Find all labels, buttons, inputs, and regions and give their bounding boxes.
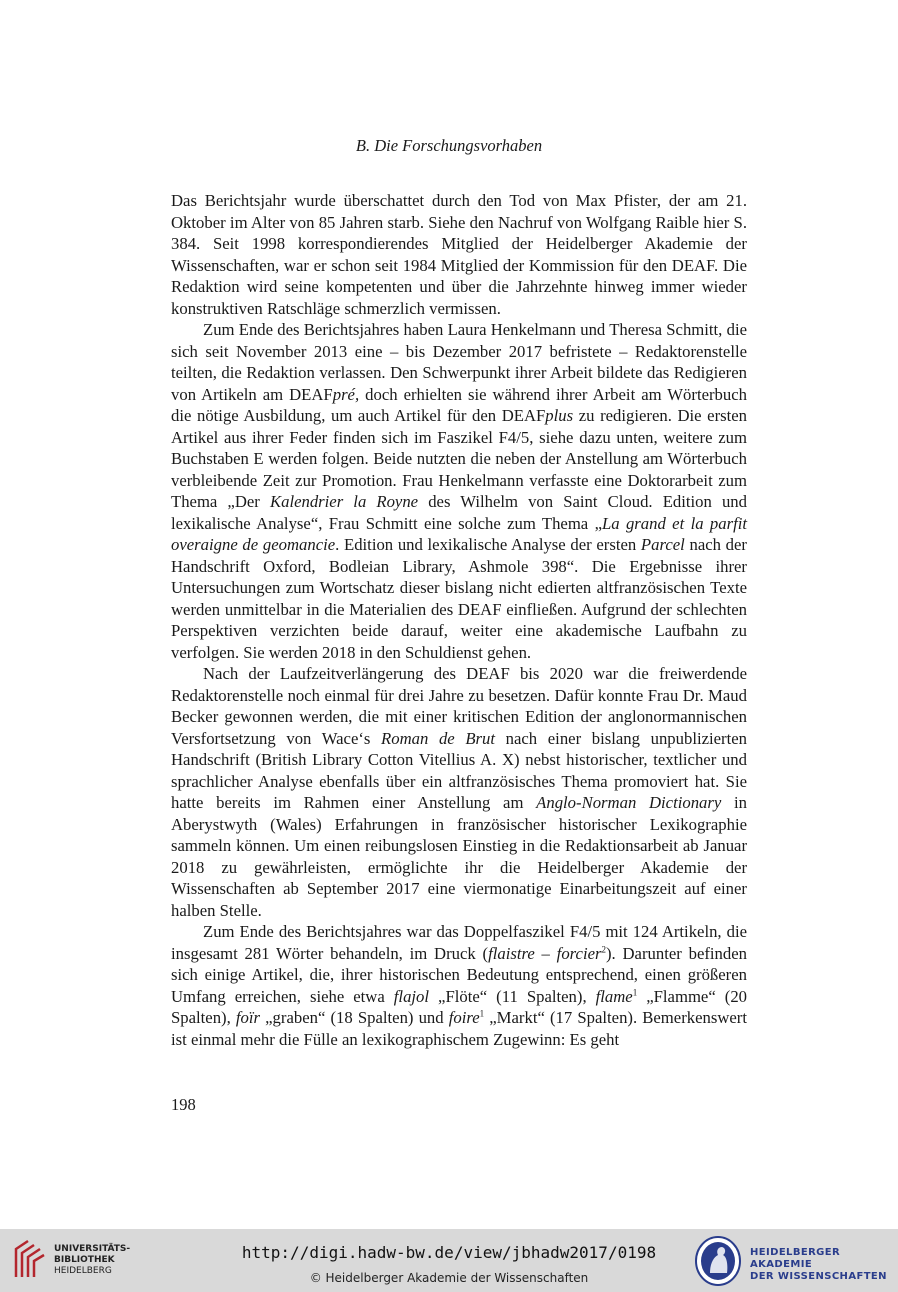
text-run: Zum Ende des Berichtsjahres war das Doppelfaszikel F4/5 mit 124 Artikeln, die insgesamt 281 Wörter behandeln, im Druck ( — [171, 922, 747, 963]
italic-term: Parcel — [640, 535, 685, 554]
paragraph — [171, 319, 747, 663]
text-run: Nach der Laufzeitverlängerung des DEAF bis 2020 war die freiwerdende Redaktorenstelle noch einmal für drei Jahre zu besetzen. Dafür konnte Frau Dr. Maud Becker gewonnen werden, die mit einer kritischen Edition der anglonormannischen Versfortsetzung von Wace‘s — [171, 664, 747, 748]
text-run: ). Darunter befinden sich einige Artikel, die, ihrer historischen Bedeutung entsprechend, einen größeren Umfang erreichen, siehe etwa — [171, 943, 747, 1006]
text-run: nach der Handschrift Oxford, Bodleian Library, Ashmole 398“. Die Ergebnisse ihrer Untersuchungen zum Wortschatz dieser bislang nicht edierten altfranzösischen Texte werden unmittelbar in die Materialien des DEAF einfließen. Aufgrund der schlechten Perspektiven verzichten beide darauf, weiter eine akademische Laufbahn zu verfolgen. Sie werden 2018 in den Schuldienst gehen. — [171, 535, 747, 662]
text-run: Zum Ende des Berichtsjahres haben Laura Henkelmann und Theresa Schmitt, die sich seit November 2013 eine – bis Dezember 2017 befristete – Redaktorenstelle teilten, die Redaktion verlassen. Den Schwerpunkt ihrer Arbeit bildete das Redigieren von Artikeln am DEAF — [171, 320, 747, 404]
paragraph — [171, 663, 747, 921]
italic-term: pré, — [332, 384, 360, 404]
text-run: „Flöte“ (11 Spalten), — [429, 986, 596, 1006]
italic-term: foïr — [235, 1008, 261, 1027]
text-run: in Aberystwyth (Wales) Erfahrungen in französischer historischer Lexikographie sammeln können. Um einen reibungslosen Einstieg in die Redaktionsarbeit ab Januar 2018 zu gewährleisten, ermöglichte ihr die Heidelberger Akademie der Wissenschaften ab September 2017 eine viermonatige Einarbeitungszeit auf einer halben Stelle. — [171, 793, 747, 920]
text-run: „Flamme“ (20 Spalten), — [171, 986, 748, 1027]
running-header: B. Die Forschungsvorhaben — [355, 136, 543, 155]
text-run: zu redigieren. Die ersten Artikel aus ihrer Feder finden sich im Faszikel F4/5, siehe dazu unten, weitere zum Buchstaben E werden folgen. Beide nutzten die neben der Anstellung am Wörterbuch verbleibende Zeit zur Promotion. Frau Henkelmann verfasste eine Doktorarbeit zum Thema „Der — [171, 406, 748, 511]
text-run: doch erhielten sie während ihrer Arbeit am Wörterbuch die nötige Ausbildung, um auch Artikel für den DEAF — [171, 384, 747, 425]
text-run: „graben“ (18 Spalten) und — [260, 1008, 449, 1027]
page-number: 198 — [171, 1095, 196, 1114]
source-url-link[interactable]: http://digi.hadw-bw.de/view/jbhadw2017/0198 — [241, 1243, 657, 1262]
italic-term: Anglo-Norman Dictionary — [536, 793, 722, 812]
superscript: 2 — [601, 943, 606, 954]
text-run: nach einer bislang unpublizierten Handschrift (British Library Cotton Vitellius A. X) nebst historischer, textlicher und sprachlicher Analyse ebenfalls über ein altfranzösisches Thema promoviert hat. Sie hatte bereits im Rahmen einer Anstellung am — [171, 728, 747, 812]
italic-term: flame — [595, 986, 633, 1006]
paragraph — [171, 921, 747, 1050]
italic-term: flajol — [393, 986, 430, 1006]
text-run: . Edition und lexikalische Analyse der ersten — [335, 535, 641, 554]
superscript: 1 — [479, 1008, 485, 1019]
italic-term: foire — [448, 1008, 480, 1027]
hadw-logo-text — [750, 1247, 898, 1283]
italic-term: plus — [545, 406, 574, 425]
text-run: Das Berichtsjahr wurde überschattet durch den Tod von Max Pfister, der am 21. Oktober im Alter von 85 Jahren starb. Siehe den Nachruf von Wolfgang Raible hier S. 384. Seit 1998 korrespondierendes Mitglied der Heidelberger Akademie der Wissenschaften, war er schon seit 1984 Mitglied der Kommission für den DEAF. Die Redaktion wird seine kompetenten und über die Jahrzehnte hinweg immer wieder konstruktiven Ratschläge schmerzlich vermissen. — [171, 191, 747, 318]
italic-term: Kalendrier la Royne — [269, 492, 419, 511]
footer-bar — [0, 1229, 898, 1292]
ub-line-3: HEIDELBERG — [54, 1266, 112, 1276]
ub-line-2: BIBLIOTHEK — [54, 1255, 115, 1265]
ub-line-1: UNIVERSITÄTS- — [54, 1244, 131, 1254]
hadw-line-2: DER WISSENSCHAFTEN — [750, 1271, 887, 1282]
superscript: 1 — [632, 986, 638, 997]
text-run: des Wilhelm von Saint Cloud. Edition und lexikalische Analyse“, Frau Schmitt eine solche zum Thema „ — [171, 492, 747, 533]
italic-term: Roman de Brut — [381, 728, 496, 748]
paragraph — [171, 190, 747, 319]
italic-term: La grand et la parfit overaigne de geomancie — [171, 513, 748, 554]
text-run: „Markt“ (17 Spalten). Bemerkenswert ist einmal mehr die Fülle an lexikographischem Zugewinn: Es geht — [171, 1008, 747, 1049]
hadw-line-1: HEIDELBERGER AKADEMIE — [750, 1247, 841, 1270]
italic-term: flaistre – forcier — [488, 943, 602, 963]
hadw-seal-icon — [694, 1235, 742, 1287]
copyright-notice: © Heidelberger Akademie der Wissenschaften — [309, 1271, 589, 1285]
body-text — [171, 190, 747, 1050]
